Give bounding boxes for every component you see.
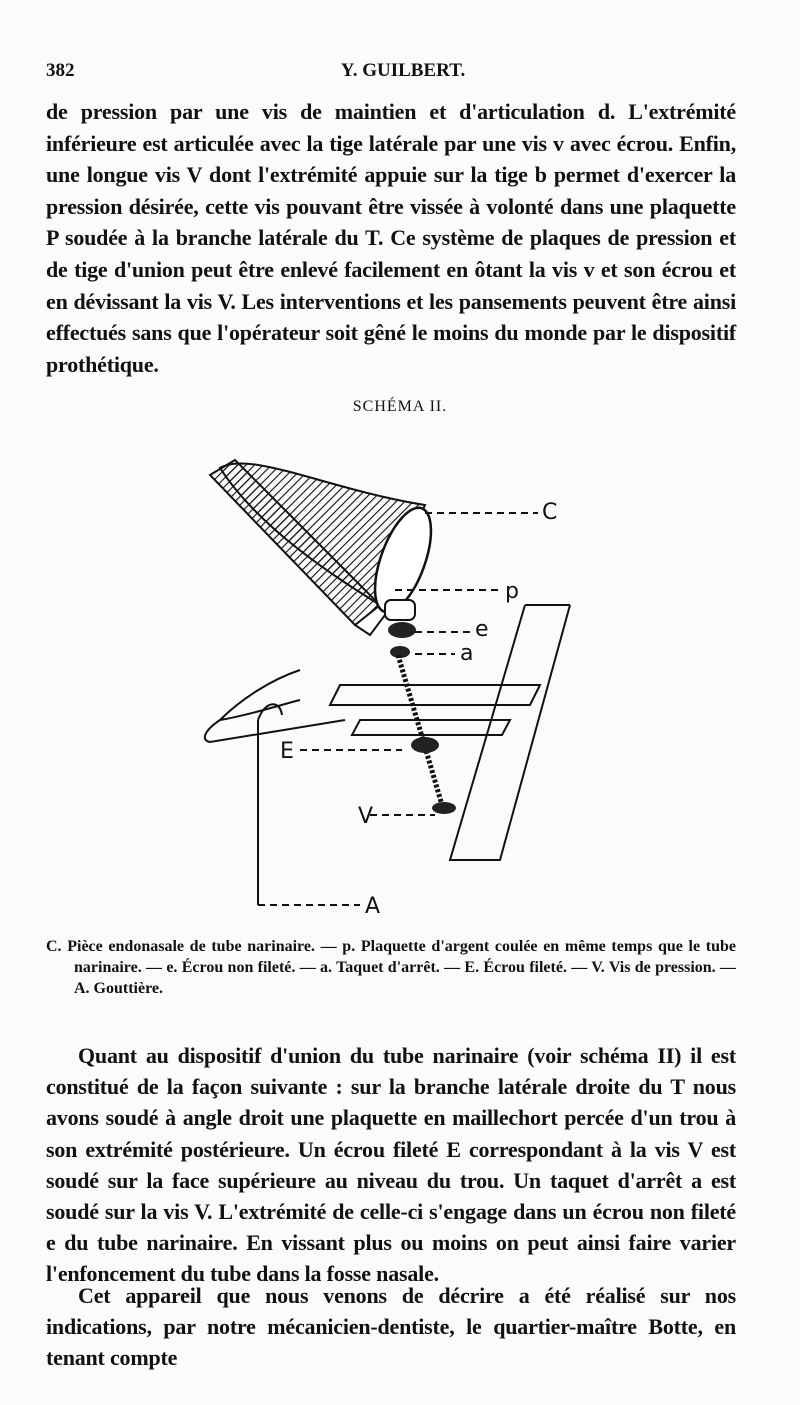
- label-A: A: [365, 894, 381, 919]
- label-V: V: [358, 804, 374, 829]
- label-a: a: [460, 641, 474, 666]
- label-C: C: [542, 500, 558, 525]
- label-p: p: [505, 579, 519, 604]
- label-e: e: [475, 617, 489, 642]
- figure-caption: [46, 936, 736, 999]
- plate-drawing: [205, 605, 570, 860]
- body-paragraph-2: Quant au dispositif d'union du tube narinaire (voir schéma II) il est constitué de la façon suivante : sur la branche latérale droite du T nous avons soudé à angle droit une plaquette en maillechort percée d'un trou à son extrémité postérieure. Un écrou fileté E correspondant à la vis V est soudé sur la face supérieure au niveau du trou. Un taquet d'arrêt a est soudé sur la vis V. L'extrémité de celle-ci s'engage dans un écrou non fileté e du tube narinaire. En vissant plus ou moins on peut ainsi faire varier l'enfoncement du tube dans la fosse nasale.: [46, 1043, 736, 1287]
- label-E: E: [280, 739, 294, 764]
- body-paragraph-1: de pression par une vis de maintien et d'articulation d. L'extrémité inférieure est articulée avec la tige latérale par une vis v avec écrou. Enfin, une longue vis V dont l'extrémité appuie sur la tige b permet d'exercer la pression désirée, cette vis pouvant être vissée à volonté dans une plaquette P soudée à la branche latérale du T. Ce système de plaques de pression et de tige d'union peut être enlevé facilement en ôtant la vis v et son écrou et en dévissant la vis V. Les interventions et les pansements peuvent être ainsi effectués sans que l'opérateur soit gêné le moins du monde par le dispositif prothétique.: [46, 99, 736, 377]
- body-paragraph-3: Cet appareil que nous venons de décrire a été réalisé sur nos indications, par notre mécanicien-dentiste, le quartier-maître Botte, en tenant compte: [46, 1283, 736, 1371]
- figure-title: SCHÉMA II.: [352, 398, 448, 415]
- running-head-author: Y. GUILBERT.: [340, 60, 466, 81]
- figure-caption-text: C. Pièce endonasale de tube narinaire. — p. Plaquette d'argent coulée en même temps que le tube narinaire. — e. Écrou non fileté. — a. Taquet d'arrêt. — E. Écrou fileté. — V. Vis de pression. — A. Gouttière.: [46, 938, 736, 997]
- schema-diagram: [180, 420, 600, 920]
- page-number: 382: [46, 60, 75, 81]
- running-header: [46, 56, 760, 86]
